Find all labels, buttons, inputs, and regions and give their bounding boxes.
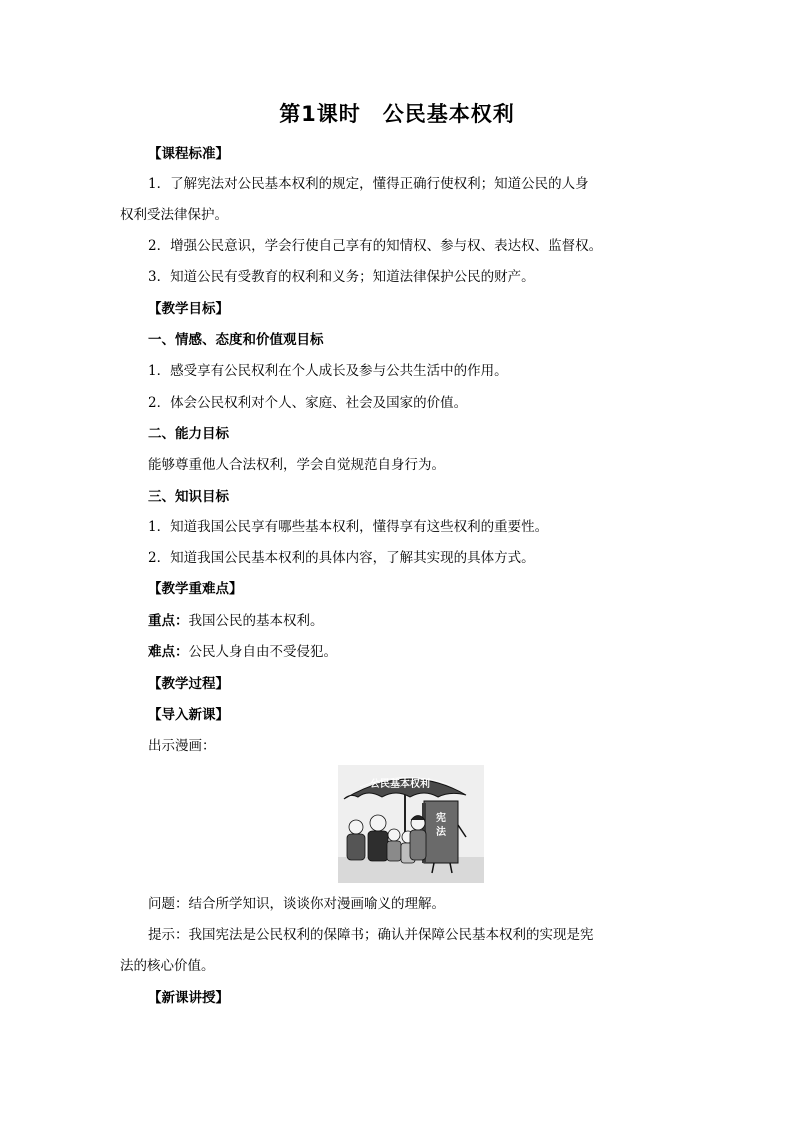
goal-subheading-attitude: 一、情感、态度和价值观目标: [148, 332, 324, 348]
key-point-line: [148, 611, 718, 631]
difficulty-line: [148, 642, 718, 662]
section-heading-teaching-goals: 【教学目标】: [148, 301, 229, 317]
section-heading-lead-in: 【导入新课】: [148, 707, 229, 723]
difficulty-text: 公民人身自由不受侵犯。: [188, 644, 337, 660]
goal-ability-item: 能够尊重他人合法权利，学会自觉规范自身行为。: [148, 457, 445, 473]
cartoon-illustration: [338, 765, 484, 883]
key-point-label: 重点：: [148, 613, 189, 629]
goal-subheading-ability: 二、能力目标: [148, 426, 229, 442]
standard-item-2: 2．增强公民意识，学会行使自己享有的知情权、参与权、表达权、监督权。: [148, 238, 603, 254]
goal-knowledge-item-1: 1．知道我国公民享有哪些基本权利，懂得享有这些权利的重要性。: [148, 519, 549, 535]
section-heading-key-points: 【教学重难点】: [148, 581, 243, 597]
section-heading-course-standard: 【课程标准】: [148, 146, 229, 162]
hint-text-a: 提示：我国宪法是公民权利的保障书；确认并保障公民基本权利的实现是宪: [148, 927, 594, 943]
section-heading-teaching-process: 【教学过程】: [148, 676, 229, 692]
page-title: 第1课时 公民基本权利: [279, 102, 515, 126]
hint-text-b: 法的核心价值。: [120, 958, 215, 974]
standard-item-3: 3．知道公民有受教育的权利和义务；知道法律保护公民的财产。: [148, 269, 535, 285]
goal-knowledge-item-2: 2．知道我国公民基本权利的具体内容，了解其实现的具体方式。: [148, 550, 535, 566]
book-label-1: 宪: [436, 813, 446, 824]
goal-subheading-knowledge: 三、知识目标: [148, 489, 229, 505]
standard-item-1a: 1．了解宪法对公民基本权利的规定，懂得正确行使权利；知道公民的人身: [148, 176, 589, 192]
goal-attitude-item-1: 1．感受享有公民权利在个人成长及参与公共生活中的作用。: [148, 363, 508, 379]
umbrella-label: 公民基本权利: [370, 779, 430, 790]
standard-item-1b: 权利受法律保护。: [120, 207, 228, 223]
book-label-2: 法: [436, 827, 446, 838]
show-cartoon-text: 出示漫画：: [148, 738, 216, 754]
section-heading-new-lesson: 【新课讲授】: [148, 990, 229, 1006]
difficulty-label: 难点：: [148, 644, 189, 660]
goal-attitude-item-2: 2．体会公民权利对个人、家庭、社会及国家的价值。: [148, 395, 468, 411]
question-text: 问题：结合所学知识，谈谈你对漫画喻义的理解。: [148, 896, 445, 912]
key-point-text: 我国公民的基本权利。: [188, 613, 324, 629]
